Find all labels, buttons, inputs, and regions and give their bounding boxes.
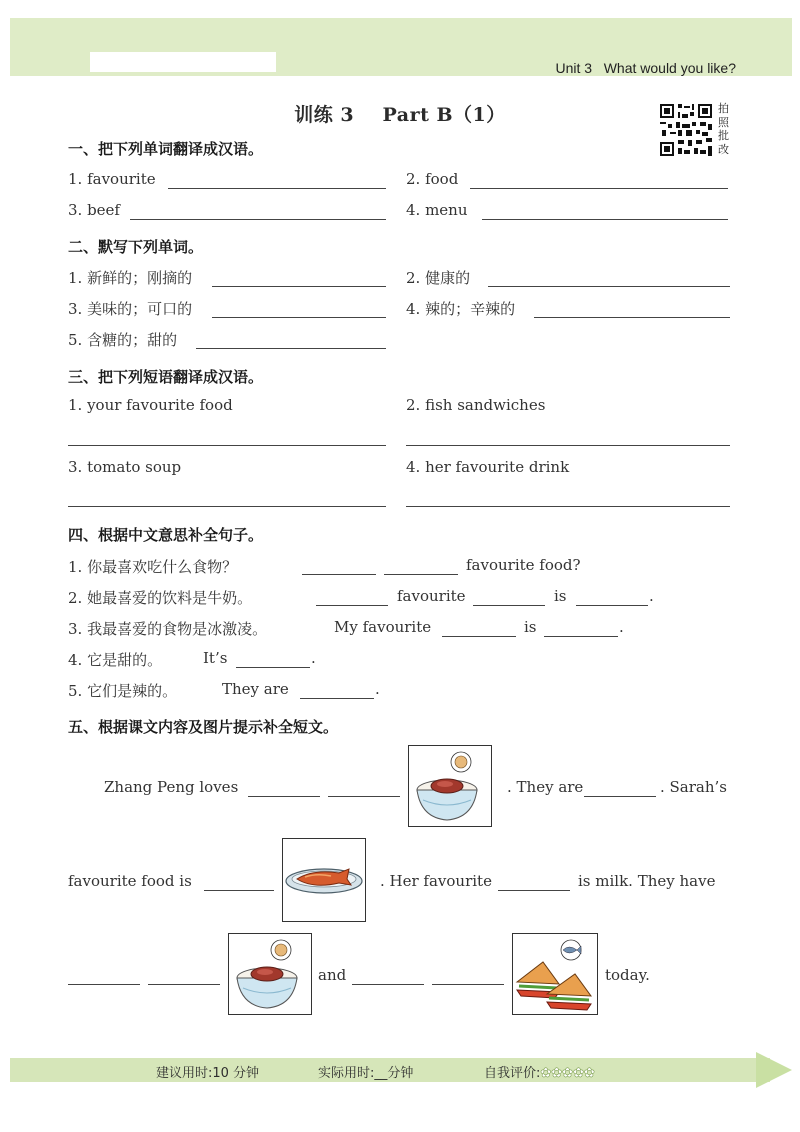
s4-q3-period: . — [619, 618, 624, 636]
s5-line1-text-a: Zhang Peng loves — [104, 778, 239, 796]
s5-line3-blank-3[interactable] — [352, 984, 424, 985]
s4-q3-chinese: 3. 我最喜爱的食物是冰激凌。 — [68, 620, 268, 638]
s4-q4-chinese: 4. 它是甜的。 — [68, 651, 163, 669]
s1-answer-line-3[interactable] — [130, 219, 386, 220]
s4-q2-word-a: favourite — [397, 587, 466, 605]
s2-answer-line-4[interactable] — [534, 317, 730, 318]
s3-item-3: 3. tomato soup — [68, 458, 182, 476]
s2-item-3: 3. 美味的；可口的 — [68, 300, 193, 318]
s5-line2-text-b: . Her favourite — [380, 872, 492, 890]
s3-answer-line-1[interactable] — [68, 445, 386, 446]
s1-item-4: 4. menu — [406, 201, 468, 219]
fish-dish-image — [282, 838, 366, 922]
footer-actual-time: 实际用时:__分钟 — [318, 1066, 414, 1081]
s4-q2-chinese: 2. 她最喜爱的饮料是牛奶。 — [68, 589, 253, 607]
s4-q5-chinese: 5. 它们是辣的。 — [68, 682, 178, 700]
s2-item-2: 2. 健康的 — [406, 269, 471, 287]
s1-item-2: 2. food — [406, 170, 459, 188]
header-blank-strip — [90, 52, 276, 72]
s5-line2-blank-1[interactable] — [204, 890, 274, 891]
footer-self-eval — [484, 1062, 596, 1081]
s4-q3-word-a: My favourite — [334, 618, 432, 636]
s2-item-4: 4. 辣的；辛辣的 — [406, 300, 516, 318]
s4-q2-period: . — [649, 587, 654, 605]
s4-q2-blank-1[interactable] — [316, 605, 388, 606]
s5-line1-blank-2[interactable] — [328, 796, 400, 797]
s3-answer-line-3[interactable] — [68, 506, 386, 507]
s4-q5-period: . — [375, 680, 380, 698]
s4-q4-blank-1[interactable] — [236, 667, 310, 668]
beef-noodles-image — [408, 745, 492, 827]
s2-answer-line-3[interactable] — [212, 317, 386, 318]
unit-name: What would you like? — [603, 60, 736, 76]
s4-q3-blank-2[interactable] — [544, 636, 618, 637]
section-4-heading: 四、根据中文意思补全句子。 — [68, 526, 264, 544]
s2-item-1: 1. 新鲜的；刚摘的 — [68, 269, 193, 287]
footer-band — [10, 1058, 770, 1082]
s5-line3-blank-1[interactable] — [68, 984, 140, 985]
s3-item-4: 4. her favourite drink — [406, 458, 570, 476]
s4-q2-blank-3[interactable] — [576, 605, 648, 606]
s4-q2-word-b: is — [554, 587, 567, 605]
qr-caption: 拍照批改 — [718, 102, 729, 156]
s3-item-2: 2. fish sandwiches — [406, 396, 546, 414]
s4-q5-blank-1[interactable] — [300, 698, 374, 699]
s3-item-1: 1. your favourite food — [68, 396, 233, 414]
s2-answer-line-1[interactable] — [212, 286, 386, 287]
s1-answer-line-2[interactable] — [470, 188, 728, 189]
s2-item-5: 5. 含糖的；甜的 — [68, 331, 178, 349]
s1-item-1: 1. favourite — [68, 170, 156, 188]
s5-line3-blank-4[interactable] — [432, 984, 504, 985]
s5-line2-blank-2[interactable] — [498, 890, 570, 891]
s5-line1-blank-3[interactable] — [584, 796, 656, 797]
s1-answer-line-4[interactable] — [482, 219, 728, 220]
s5-line2-text-c: is milk. They have — [578, 872, 716, 890]
s5-line3-blank-2[interactable] — [148, 984, 220, 985]
s3-answer-line-4[interactable] — [406, 506, 730, 507]
s1-item-3: 3. beef — [68, 201, 120, 219]
page-title: 训练 3 Part B（1） — [294, 104, 506, 126]
footer-arrow-icon — [756, 1052, 792, 1088]
s5-line1-blank-1[interactable] — [248, 796, 320, 797]
fish-sandwich-image — [512, 933, 598, 1015]
s5-line3-text-b: today. — [605, 966, 650, 984]
s3-answer-line-2[interactable] — [406, 445, 730, 446]
s5-line1-text-c: . Sarah’s — [660, 778, 727, 796]
rating-stars-icon[interactable]: ✿✿✿✿✿ — [540, 1066, 595, 1081]
s4-q1-chinese: 1. 你最喜欢吃什么食物？ — [68, 558, 238, 576]
s4-q1-blank-1[interactable] — [302, 574, 376, 575]
s4-q3-blank-1[interactable] — [442, 636, 516, 637]
s2-answer-line-2[interactable] — [488, 286, 730, 287]
s4-q3-word-b: is — [524, 618, 537, 636]
s1-answer-line-1[interactable] — [168, 188, 386, 189]
s5-line2-text-a: favourite food is — [68, 872, 192, 890]
s4-q1-english: favourite food? — [466, 556, 581, 574]
s4-q1-blank-2[interactable] — [384, 574, 458, 575]
section-5-heading: 五、根据课文内容及图片提示补全短文。 — [68, 718, 339, 736]
unit-title — [555, 60, 736, 76]
footer-self-eval-label: 自我评价: — [484, 1066, 541, 1081]
qr-code-icon[interactable] — [658, 102, 714, 158]
s2-answer-line-5[interactable] — [196, 348, 386, 349]
s4-q2-blank-2[interactable] — [473, 605, 545, 606]
s4-q5-word-a: They are — [222, 680, 289, 698]
s5-line1-text-b: . They are — [507, 778, 584, 796]
s4-q4-period: . — [311, 649, 316, 667]
section-2-heading: 二、默写下列单词。 — [68, 238, 204, 256]
section-1-heading: 一、把下列单词翻译成汉语。 — [68, 140, 264, 158]
unit-label: Unit 3 — [555, 60, 593, 76]
section-3-heading: 三、把下列短语翻译成汉语。 — [68, 368, 264, 386]
footer-suggested-time: 建议用时:10 分钟 — [156, 1066, 260, 1081]
beef-noodles-image-2 — [228, 933, 312, 1015]
s5-line3-text-a: and — [318, 966, 347, 984]
s4-q4-word-a: It’s — [203, 649, 228, 667]
